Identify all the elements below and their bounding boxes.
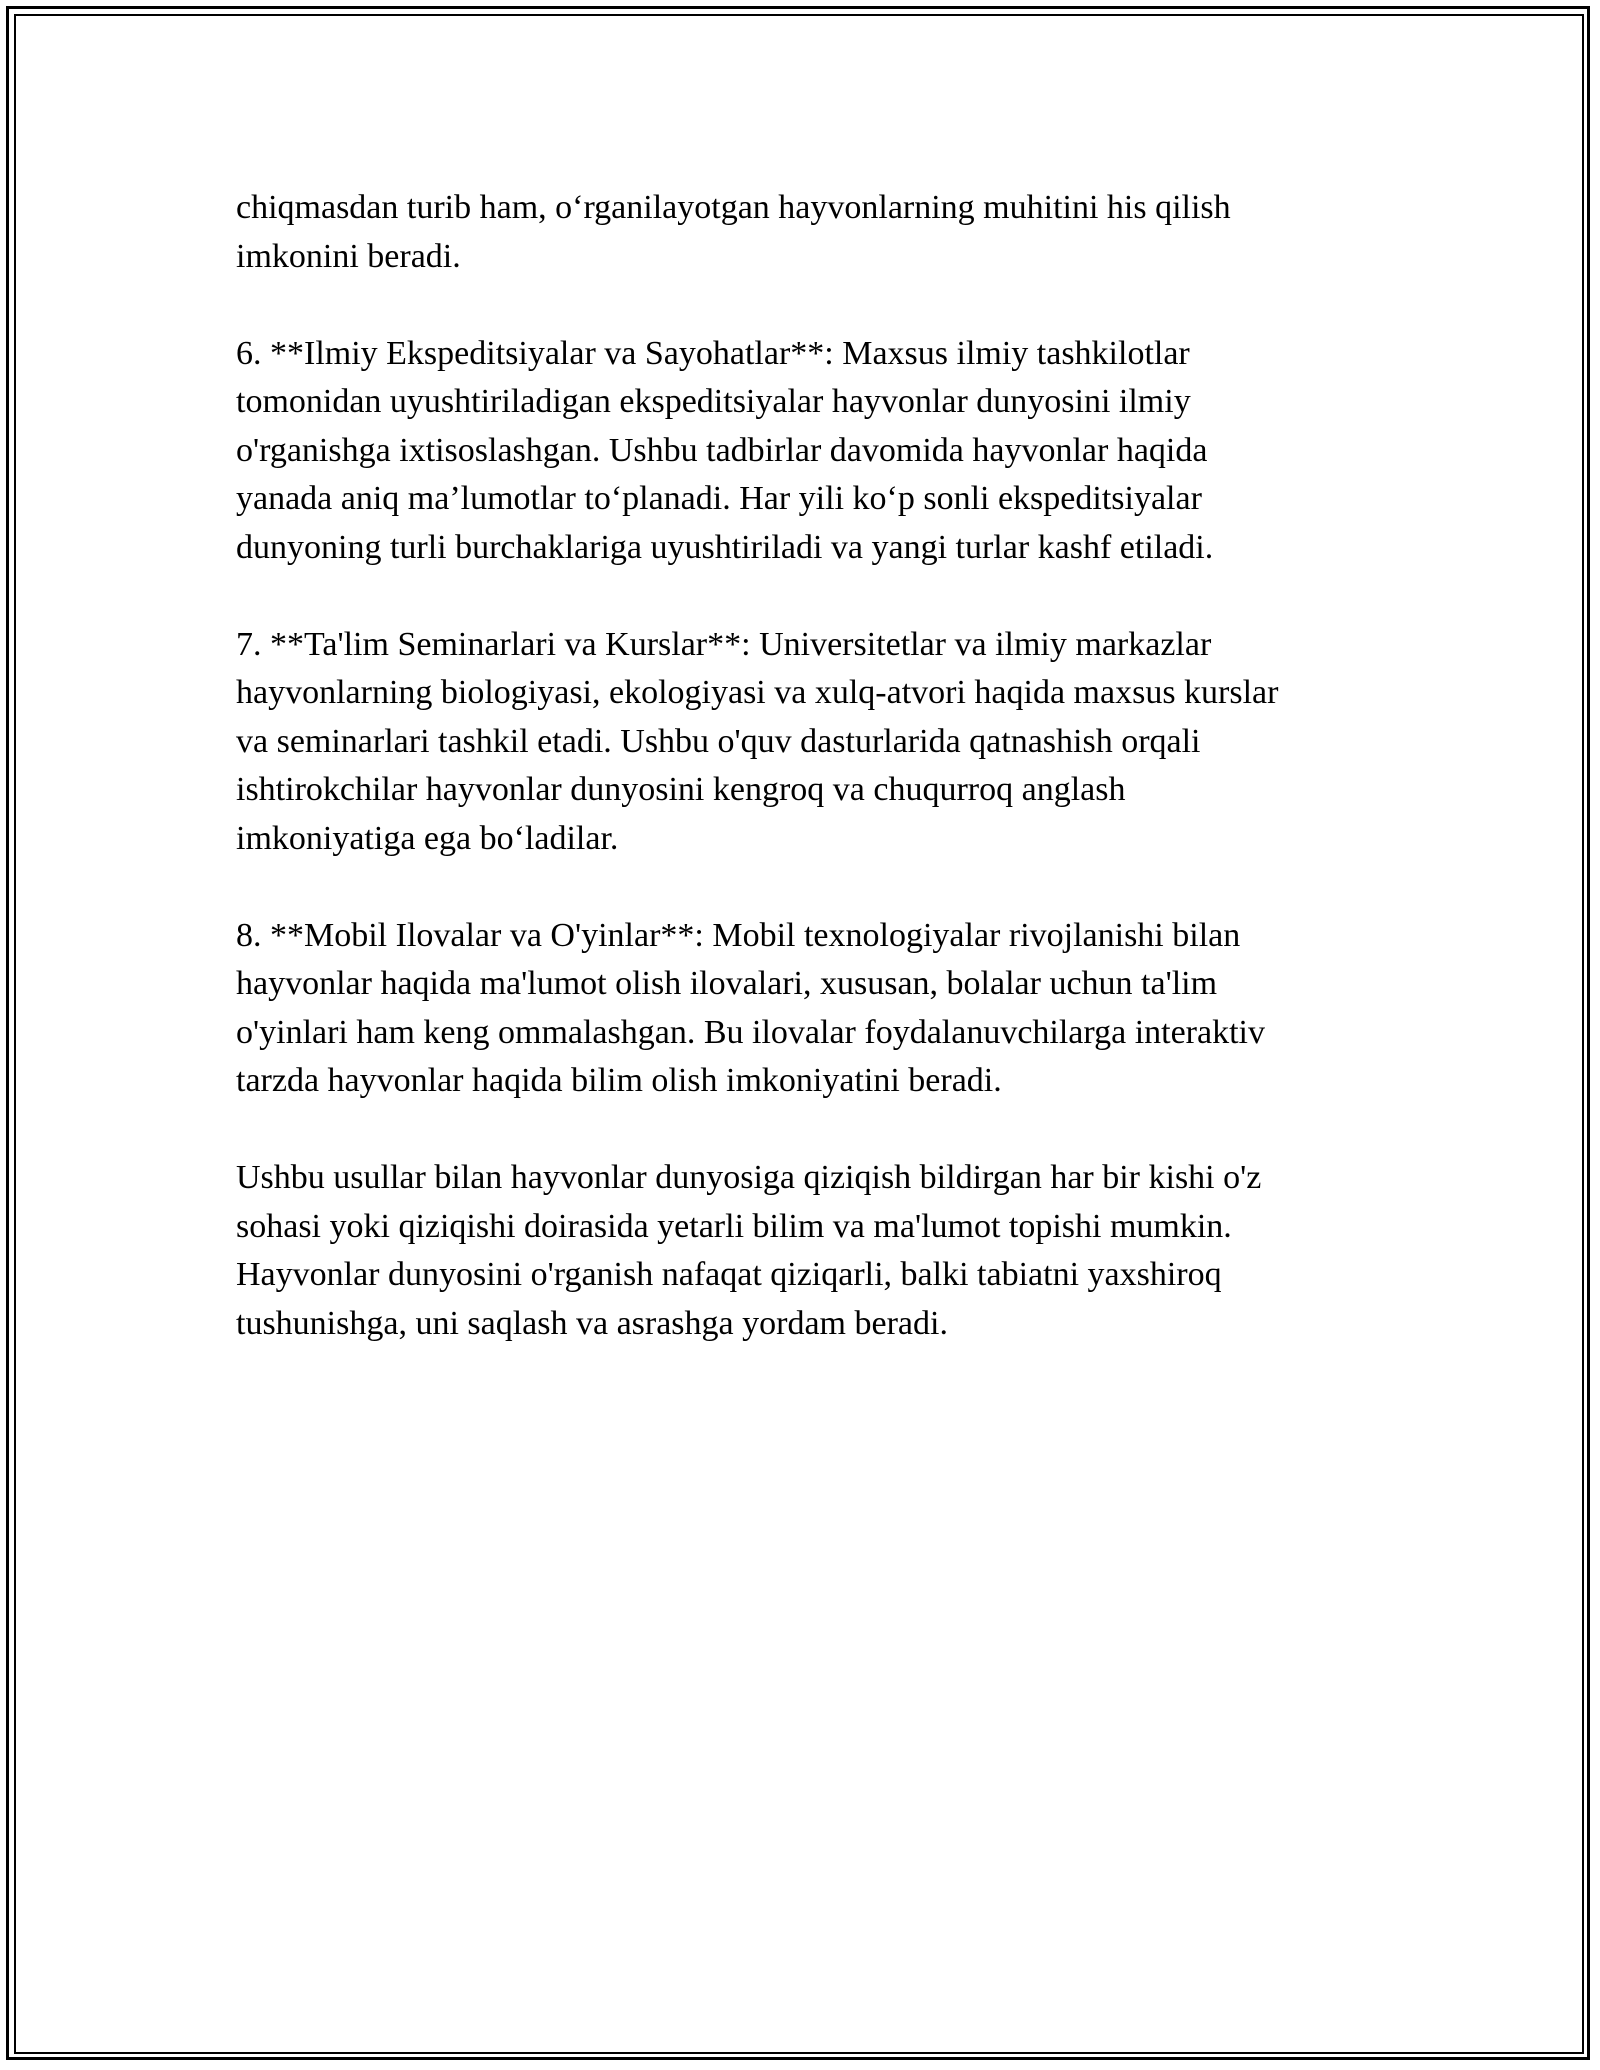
paragraph-conclusion: Ushbu usullar bilan hayvonlar dunyosiga qiziqish bildirgan har bir kishi o'z sohasi yoki qiziqishi doirasida yetarli bilim va ma'lumot topishi mumkin. Hayvonlar dunyosini o'rganish nafaqat qiziqarli, balki tabiatni yaxshiroq tushunishga, uni saqlash va asrashga yordam beradi. xyxy=(236,1159,1262,1342)
paragraph-item-6: 6. **Ilmiy Ekspeditsiyalar va Sayohatlar**: Maxsus ilmiy tashkilotlar tomonidan uyushtiriladigan ekspeditsiyalar hayvonlar dunyosini ilmiy o'rganishga ixtisoslashgan. Ushbu tadbirlar davomida hayvonlar haqida yanada aniq ma’lumotlar to‘planadi. Har yili ko‘p sonli ekspeditsiyalar dunyoning turli burchaklariga uyushtiriladi va yangi turlar kashf etiladi. xyxy=(236,334,1214,566)
paragraph-continuation: chiqmasdan turib ham, o‘rganilayotgan hayvonlarning muhitini his qilish imkonini beradi. xyxy=(236,189,1231,275)
paragraph-item-7: 7. **Ta'lim Seminarlari va Kurslar**: Universitetlar va ilmiy markazlar hayvonlarning biologiyasi, ekologiyasi va xulq-atvori haqida maxsus kurslar va seminarlari tashkil etadi. Ushbu o'quv dasturlarida qatnashish orqali ishtirokchilar hayvonlar dunyosini kengroq va chuqurroq anglash imkoniyatiga ega bo‘ladilar. xyxy=(236,625,1279,857)
document-body xyxy=(236,184,1396,1348)
paragraph-item-8: 8. **Mobil Ilovalar va O'yinlar**: Mobil texnologiyalar rivojlanishi bilan hayvonlar haqida ma'lumot olish ilovalari, xususan, bolalar uchun ta'lim o'yinlari ham keng ommalashgan. Bu ilovalar foydalanuvchilarga interaktiv tarzda hayvonlar haqida bilim olish imkoniyatini beradi. xyxy=(236,916,1265,1099)
